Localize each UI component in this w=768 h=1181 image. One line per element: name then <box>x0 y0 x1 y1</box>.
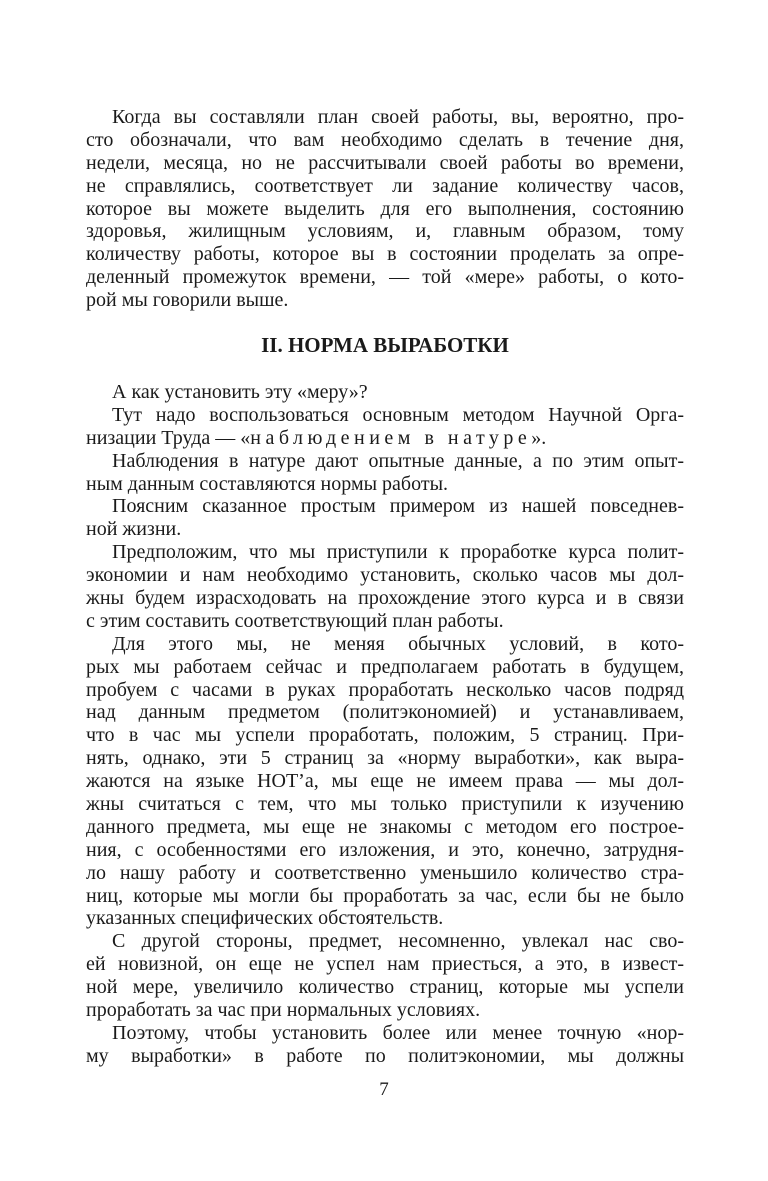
text-line: ло нашу работу и соответственно уменьшило количество стра- <box>86 861 684 884</box>
text-line: которое вы можете выделить для его выполнения, состоянию <box>86 197 684 220</box>
text-line: деленный промежуток времени, — той «мере» работы, о кото- <box>86 266 684 289</box>
text-line: му выработки» в работе по политэкономии, мы должны <box>86 1044 684 1067</box>
text-line: рых мы работаем сейчас и предполагаем работать в будущем, <box>86 655 684 678</box>
text-line: пробуем с часами в руках проработать несколько часов подряд <box>86 678 684 701</box>
text-segment: низации Труда — « <box>86 426 251 449</box>
text-line: Для этого мы, не меняя обычных условий, в кото- <box>112 632 684 655</box>
text-line: сто обозначали, что вам необходимо сделать в течение дня, <box>86 128 684 151</box>
text-line: данного предмета, мы еще не знакомы с методом его построе- <box>86 815 684 838</box>
text-line: А как установить эту «меру»? <box>112 381 368 403</box>
section-heading: II. НОРМА ВЫРАБОТКИ <box>261 333 509 357</box>
text-line <box>86 427 684 450</box>
text-line: количеству работы, которое вы в состоянии проделать за опре- <box>86 243 684 266</box>
text-line: Тут надо воспользоваться основным методом Научной Орга- <box>112 403 684 426</box>
text-line: здоровья, жилищным условиям, и, главным образом, тому <box>86 220 684 243</box>
text-line: Когда вы составляли план своей работы, вы, вероятно, про- <box>112 106 684 128</box>
text-line: указанных специфических обстоятельств. <box>86 907 444 930</box>
text-line: С другой стороны, предмет, несомненно, увлекал нас сво- <box>112 930 684 953</box>
page-number: 7 <box>379 1079 389 1100</box>
text-line: ным данным составляются нормы работы. <box>86 472 449 495</box>
text-line: недели, месяца, но не рассчитывали своей работы во времени, <box>86 151 684 174</box>
text-line: Поэтому, чтобы установить более или менее точную «нор- <box>112 1021 684 1044</box>
text-line: ной мере, увеличило количество страниц, которые мы успели <box>86 976 684 999</box>
text-line: проработать за час при нормальных условиях. <box>86 999 481 1022</box>
text-line: рой мы говорили выше. <box>86 289 289 312</box>
text-line: жны будем израсходовать на прохождение этого курса и в связи <box>86 587 684 610</box>
text-segment: ». <box>531 426 547 449</box>
text-line: ния, с особенностями его изложения, и это, конечно, затрудня- <box>86 838 684 861</box>
text-line: Предположим, что мы приступили к проработке курса полит- <box>112 541 684 564</box>
text-line: жаются на языке НОТ’а, мы еще не имеем права — мы дол- <box>86 770 684 793</box>
text-line: ей новизной, он еще не успел нам приесться, а это, в извест- <box>86 953 684 976</box>
text-line: нять, однако, эти 5 страниц за «норму выработки», как выра- <box>86 747 684 770</box>
text-line: с этим составить соответствующий план работы. <box>86 609 504 632</box>
text-line: над данным предметом (политэкономией) и устанавливаем, <box>86 701 684 724</box>
emphasized-text: наблюдением в натуре <box>250 426 532 449</box>
text-line: ниц, которые мы могли бы проработать за час, если бы не было <box>86 884 684 907</box>
intro-text <box>86 106 684 312</box>
text-line: не справлялись, соответствует ли задание количеству часов, <box>86 174 684 197</box>
text-line: экономии и нам необходимо установить, сколько часов мы дол- <box>86 564 684 587</box>
text-line: Поясним сказанное простым примером из нашей повседнев- <box>112 495 684 518</box>
text-line: что в час мы успели проработать, положим, 5 страниц. При- <box>86 724 684 747</box>
text-line: Наблюдения в натуре дают опытные данные, а по этим опыт- <box>112 449 684 472</box>
text-line: ной жизни. <box>86 518 182 541</box>
text-line: жны считаться с тем, что мы только приступили к изучению <box>86 793 684 816</box>
section-body <box>86 381 684 1068</box>
